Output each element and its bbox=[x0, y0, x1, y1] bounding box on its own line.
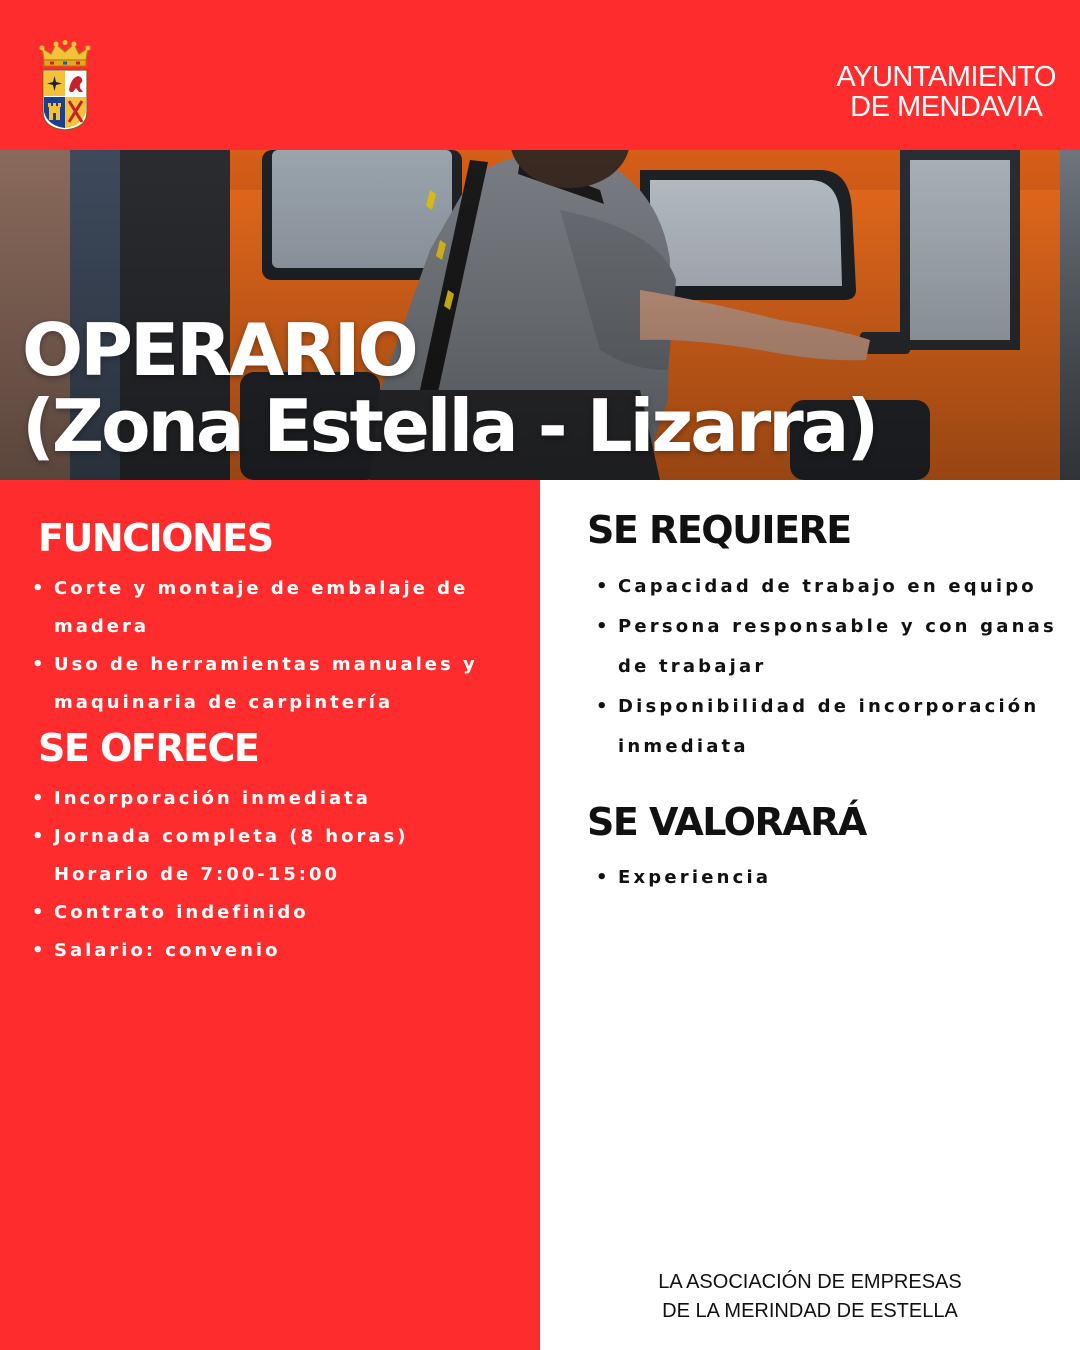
list-item: • Experiencia bbox=[596, 858, 1066, 898]
organization-name-line1: AYUNTAMIENTO bbox=[836, 61, 1056, 93]
coat-of-arms-icon bbox=[38, 40, 92, 132]
se-valorara-list bbox=[596, 858, 1066, 898]
job-title-line2: (Zona Estella - Lizarra) bbox=[22, 384, 877, 468]
list-item: • Uso de herramientas manuales y maquinaria de carpintería bbox=[32, 646, 512, 722]
se-requiere-list bbox=[596, 567, 1066, 767]
section-title-se-valorara: SE VALORARÁ bbox=[587, 800, 866, 844]
list-item: • Contrato indefinido bbox=[32, 894, 512, 932]
list-item: • Disponibilidad de incorporación inmediata bbox=[596, 687, 1066, 767]
section-title-se-requiere: SE REQUIERE bbox=[587, 508, 851, 552]
footer-credit-line1: LA ASOCIACIÓN DE EMPRESAS bbox=[658, 1271, 962, 1293]
job-title bbox=[22, 308, 877, 468]
section-title-se-ofrece: SE OFRECE bbox=[38, 726, 259, 770]
se-ofrece-list bbox=[32, 780, 512, 970]
list-item: • Jornada completa (8 horas) Horario de 7:00-15:00 bbox=[32, 818, 512, 894]
header-bar bbox=[0, 0, 1080, 150]
hero-photo bbox=[0, 150, 1080, 480]
list-item: • Capacidad de trabajo en equipo bbox=[596, 567, 1066, 607]
job-title-line1: OPERARIO bbox=[22, 308, 416, 392]
right-panel bbox=[540, 480, 1080, 1350]
list-item: • Corte y montaje de embalaje de madera bbox=[32, 570, 512, 646]
left-panel bbox=[0, 480, 540, 1350]
footer-credit-line2: DE LA MERINDAD DE ESTELLA bbox=[662, 1300, 958, 1322]
footer-credit bbox=[540, 1268, 1080, 1326]
section-title-funciones: FUNCIONES bbox=[38, 516, 273, 560]
funciones-list bbox=[32, 570, 512, 722]
organization-name-line2: DE MENDAVIA bbox=[850, 91, 1043, 123]
list-item: • Salario: convenio bbox=[32, 932, 512, 970]
list-item: • Persona responsable y con ganas de trabajar bbox=[596, 607, 1066, 687]
organization-name bbox=[836, 62, 1056, 122]
list-item: • Incorporación inmediata bbox=[32, 780, 512, 818]
